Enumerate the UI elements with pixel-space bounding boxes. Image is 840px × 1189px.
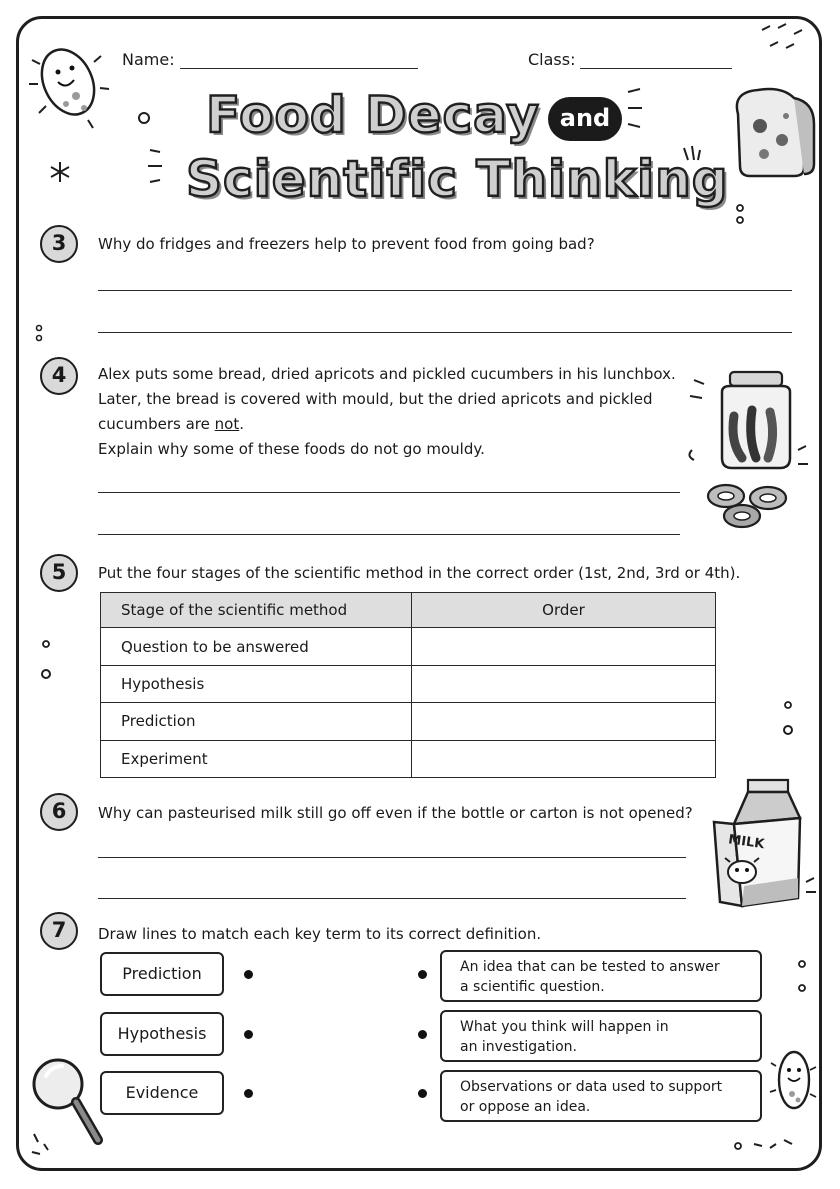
dash-marks-icon: [756, 22, 816, 62]
term-box-evidence: Evidence: [100, 1071, 224, 1115]
definition-line: an investigation.: [460, 1039, 577, 1055]
small-circle-icon: [794, 958, 810, 998]
small-circle-icon: [734, 204, 750, 228]
question-4-line-4: Explain why some of these foods do not go mouldy.: [98, 440, 485, 458]
milk-label: MILK: [727, 832, 766, 853]
question-7-text: Draw lines to match each key term to its correct definition.: [98, 925, 542, 943]
answer-line[interactable]: [98, 492, 680, 493]
definition-box-1: [440, 950, 762, 1002]
sparkle-icon: [48, 160, 72, 184]
question-5-text: Put the four stages of the scientific method in the correct order (1st, 2nd, 3rd or 4th).: [98, 564, 741, 582]
title-line-2: Scientific Thinking: [186, 150, 729, 208]
small-circle-icon: [34, 324, 46, 344]
small-circle-icon: [38, 636, 54, 682]
term-box-prediction: Prediction: [100, 952, 224, 996]
question-4-line-2: Later, the bread is covered with mould, but the dried apricots and pickled: [98, 390, 653, 408]
question-4-line-1: Alex puts some bread, dried apricots and pickled cucumbers in his lunchbox.: [98, 365, 676, 383]
title-and-badge: and: [548, 97, 622, 141]
order-column-header: Order: [412, 593, 716, 628]
class-field[interactable]: [580, 68, 732, 69]
bacteria-icon: [770, 1040, 820, 1170]
question-3-text: Why do fridges and freezers help to prevent food from going bad?: [98, 235, 595, 253]
bacteria-icon: [28, 34, 108, 134]
table-row: [101, 628, 716, 665]
pickle-jar-icon: [686, 366, 814, 474]
definition-line: What you think will happen in: [460, 1019, 669, 1035]
definition-line: a scientific question.: [460, 979, 605, 995]
magnifier-icon: [28, 1048, 118, 1158]
definition-match-dot[interactable]: [418, 970, 427, 979]
small-circle-icon: [136, 110, 156, 130]
definition-line: or oppose an idea.: [460, 1099, 591, 1115]
bread-icon: [724, 84, 820, 184]
question-number-6: 6: [40, 793, 78, 831]
definition-line: An idea that can be tested to answer: [460, 959, 720, 975]
question-6-text: Why can pasteurised milk still go off even if the bottle or carton is not opened?: [98, 804, 693, 822]
definition-match-dot[interactable]: [418, 1089, 427, 1098]
stage-cell: Experiment: [101, 740, 412, 777]
question-4-line-3: cucumbers are not.: [98, 415, 245, 433]
stage-cell: Hypothesis: [101, 665, 412, 702]
order-cell[interactable]: [412, 740, 716, 777]
question-number-4: 4: [40, 357, 78, 395]
table-row: [101, 740, 716, 777]
apricot-icon: [700, 478, 796, 532]
answer-line[interactable]: [98, 898, 686, 899]
definition-box-2: [440, 1010, 762, 1062]
term-match-dot[interactable]: [244, 970, 253, 979]
term-match-dot[interactable]: [244, 1089, 253, 1098]
name-label: Name:: [122, 50, 175, 69]
title-line-1: Food Decay: [206, 86, 540, 144]
milk-carton-icon: [708, 774, 820, 914]
answer-line[interactable]: [98, 857, 686, 858]
dash-marks-icon: [624, 88, 648, 132]
stage-cell: Prediction: [101, 703, 412, 740]
question-number-7: 7: [40, 912, 78, 950]
order-cell[interactable]: [412, 628, 716, 665]
dash-marks-icon: [146, 148, 170, 192]
stage-column-header: Stage of the scientific method: [101, 593, 412, 628]
definition-match-dot[interactable]: [418, 1030, 427, 1039]
stages-table: [100, 592, 716, 778]
small-circle-icon: [780, 700, 796, 740]
class-label: Class:: [528, 50, 576, 69]
stage-cell: Question to be answered: [101, 628, 412, 665]
definition-line: Observations or data used to support: [460, 1079, 723, 1095]
answer-line[interactable]: [98, 534, 680, 535]
table-row: [101, 665, 716, 702]
question-number-5: 5: [40, 554, 78, 592]
term-match-dot[interactable]: [244, 1030, 253, 1039]
question-number-3: 3: [40, 225, 78, 263]
dash-marks-icon: [680, 144, 704, 168]
order-cell[interactable]: [412, 665, 716, 702]
answer-line[interactable]: [98, 332, 792, 333]
term-box-hypothesis: Hypothesis: [100, 1012, 224, 1056]
answer-line[interactable]: [98, 290, 792, 291]
order-cell[interactable]: [412, 703, 716, 740]
table-row: [101, 703, 716, 740]
table-header-row: [101, 593, 716, 628]
definition-box-3: [440, 1070, 762, 1122]
name-field[interactable]: [180, 68, 418, 69]
